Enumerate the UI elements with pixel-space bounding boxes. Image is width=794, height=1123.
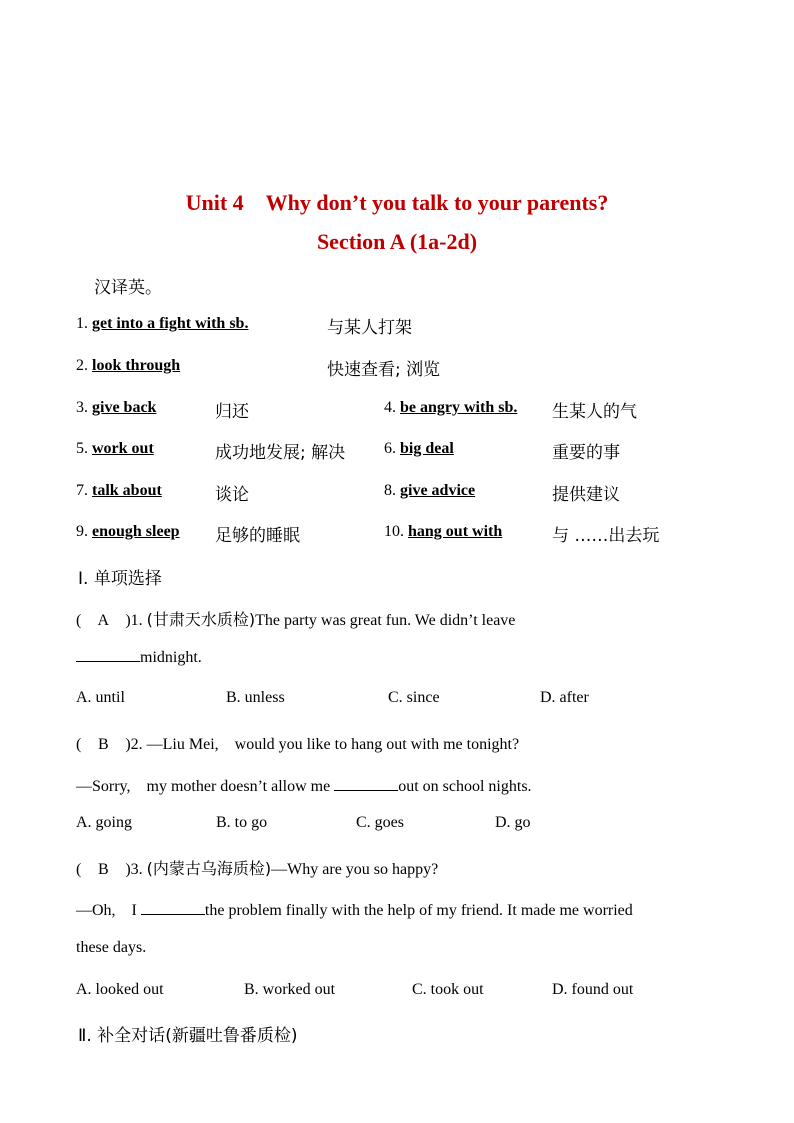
- section-2-source: (新疆吐鲁番质检): [165, 1026, 298, 1046]
- vocab-answer: work out: [92, 440, 154, 457]
- vocab-number: 10.: [384, 523, 404, 540]
- question-stem-post: the problem finally with the help of my friend. It made me worried: [204, 902, 633, 919]
- vocab-answer: talk about: [92, 482, 162, 499]
- option-a: A. going: [76, 814, 132, 831]
- vocab-meaning: 足够的睡眠: [215, 526, 300, 546]
- vocab-answer: get into a fight with sb.: [92, 315, 249, 332]
- option-c: C. since: [388, 689, 440, 706]
- vocab-meaning: 与某人打架: [327, 318, 412, 338]
- vocab-item: [384, 482, 475, 500]
- vocab-item: [384, 440, 454, 458]
- question-answer: A: [97, 612, 110, 629]
- vocab-answer: give advice: [400, 482, 476, 499]
- vocab-answer: look through: [92, 357, 181, 374]
- section-2-title: Ⅱ. 补全对话: [78, 1026, 166, 1046]
- vocab-item: [76, 357, 180, 375]
- vocab-item: [76, 440, 154, 458]
- vocab-meaning: 归还: [215, 402, 249, 422]
- question-answer: B: [97, 736, 109, 753]
- section-1-heading: Ⅰ. 单项选择: [78, 569, 162, 589]
- vocab-item: [76, 523, 180, 541]
- vocab-item: [384, 523, 502, 541]
- vocab-item: [76, 482, 162, 500]
- option-b: B. worked out: [244, 981, 336, 998]
- vocab-item: [76, 315, 248, 333]
- vocab-number: 8.: [384, 482, 396, 499]
- option-a: A. looked out: [76, 981, 164, 998]
- section-title: Section A (1a-2d): [316, 229, 478, 254]
- vocab-number: 5.: [76, 440, 88, 457]
- vocab-answer: enough sleep: [92, 523, 180, 540]
- vocab-heading: 汉译英。: [94, 278, 162, 298]
- vocab-number: 4.: [384, 399, 396, 416]
- vocab-number: 1.: [76, 315, 88, 332]
- question-source: (内蒙古乌海质检): [146, 859, 272, 878]
- question-stem-pre: —Sorry, my mother doesn’t allow me: [76, 778, 335, 795]
- option-d: D. found out: [552, 981, 634, 998]
- question-3-stem-line-2: [76, 897, 633, 920]
- option-b: B. to go: [216, 814, 268, 831]
- vocab-answer: big deal: [400, 440, 454, 457]
- vocab-number: 9.: [76, 523, 88, 540]
- question-number: )3.: [125, 861, 143, 878]
- vocab-number: 3.: [76, 399, 88, 416]
- option-d: D. go: [495, 814, 531, 831]
- answer-blank: [76, 647, 140, 662]
- question-answer: B: [97, 861, 109, 878]
- vocab-meaning: 成功地发展; 解决: [215, 443, 346, 463]
- vocab-meaning: 重要的事: [552, 443, 620, 463]
- section-2-heading: [78, 1021, 297, 1046]
- vocab-meaning: 生某人的气: [552, 402, 637, 422]
- question-stem: —Why are you so happy?: [271, 861, 439, 878]
- option-c: C. goes: [356, 814, 404, 831]
- option-a: A. until: [76, 689, 125, 706]
- question-3-stem-line: ( B )3. (内蒙古乌海质检)—Why are you so happy?: [76, 859, 439, 878]
- question-3-stem-line-3: these days.: [76, 939, 147, 956]
- option-b: B. unless: [226, 689, 285, 706]
- option-c: C. took out: [412, 981, 484, 998]
- vocab-answer: give back: [92, 399, 157, 416]
- vocab-number: 6.: [384, 440, 396, 457]
- question-stem-pre: —Oh, I: [76, 902, 141, 919]
- vocab-answer: be angry with sb.: [400, 399, 518, 416]
- vocab-meaning: 快速查看; 浏览: [327, 360, 441, 380]
- question-number: )1.: [125, 612, 143, 629]
- option-d: D. after: [540, 689, 589, 706]
- vocab-number: 2.: [76, 357, 88, 374]
- question-stem: The party was great fun. We didn’t leave: [255, 612, 516, 629]
- vocab-meaning: 提供建议: [552, 485, 620, 505]
- question-number: )2.: [125, 736, 143, 753]
- vocab-meaning: 谈论: [215, 485, 249, 505]
- vocab-answer: hang out with: [408, 523, 503, 540]
- unit-title: Unit 4 Why don’t you talk to your parents?: [185, 190, 609, 215]
- vocab-item: [384, 399, 517, 417]
- question-stem: —Liu Mei, would you like to hang out with me tonight?: [146, 736, 520, 753]
- answer-blank: [334, 776, 398, 791]
- question-2-stem-line: ( B )2. —Liu Mei, would you like to hang out with me tonight?: [76, 736, 520, 753]
- vocab-number: 7.: [76, 482, 88, 499]
- question-stem-post: out on school nights.: [398, 778, 532, 795]
- vocab-meaning: 与 ……出去玩: [552, 526, 660, 546]
- question-1-stem-line: ( A )1. (甘肃天水质检)The party was great fun. We didn’t leave: [76, 610, 516, 629]
- question-source: (甘肃天水质检): [146, 610, 256, 629]
- vocab-item: [76, 399, 156, 417]
- answer-blank: [141, 900, 205, 915]
- question-stem-continued: midnight.: [140, 649, 202, 666]
- question-2-stem-line-2: [76, 773, 532, 796]
- question-1-stem-line-2: [76, 647, 202, 667]
